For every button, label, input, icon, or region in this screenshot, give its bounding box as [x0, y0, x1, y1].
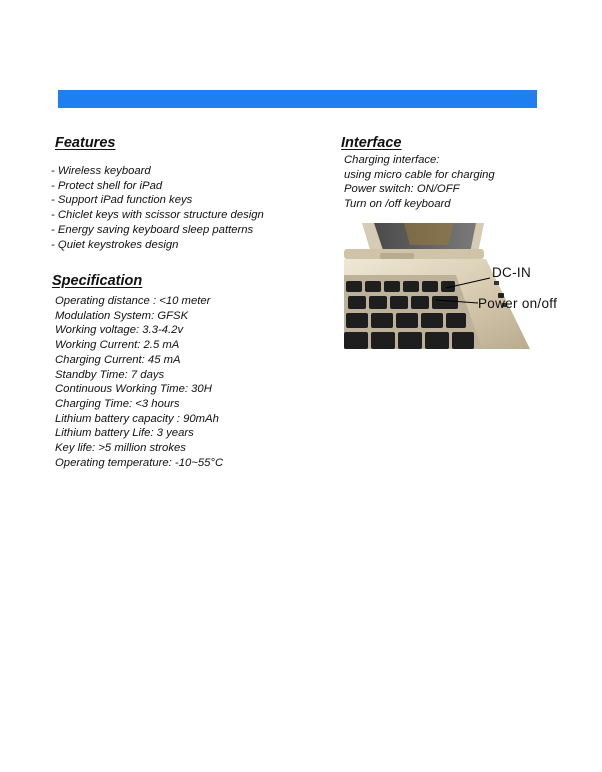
power-callout: Power on/off	[478, 296, 558, 311]
spec-item: Modulation System: GFSK	[55, 309, 189, 322]
spec-item: Operating temperature: -10~55°C	[55, 456, 224, 469]
specification-heading: Specification	[52, 273, 143, 289]
spec-item: Lithium battery Life: 3 years	[55, 427, 194, 440]
feature-item: - Energy saving keyboard sleep patterns	[51, 223, 254, 236]
feature-item: - Wireless keyboard	[51, 165, 151, 177]
specification-list	[55, 294, 223, 470]
spec-item: Standby Time: 7 days	[55, 368, 165, 381]
feature-item: - Chiclet keys with scissor structure design	[51, 209, 264, 222]
interface-item: Power switch: ON/OFF	[344, 183, 460, 196]
spec-item: Charging Current: 45 mA	[55, 353, 181, 366]
feature-item: - Support iPad function keys	[51, 194, 193, 207]
interface-heading: Interface	[341, 135, 402, 151]
spec-item: Working Current: 2.5 mA	[55, 339, 180, 352]
spec-item: Continuous Working Time: 30H	[55, 383, 212, 396]
interface-item: using micro cable for charging	[344, 168, 495, 181]
interface-item: Turn on /off keyboard	[344, 198, 451, 211]
top-banner	[58, 90, 537, 108]
features-heading: Features	[55, 135, 116, 151]
dc-in-callout: DC-IN	[492, 265, 531, 280]
feature-item: - Quiet keystrokes design	[51, 238, 179, 251]
spec-item: Working voltage: 3.3-4.2v	[55, 324, 184, 337]
features-list	[51, 164, 264, 252]
spec-item: Charging Time: <3 hours	[55, 397, 180, 410]
interface-item: Charging interface:	[344, 154, 440, 166]
spec-item: Key life: >5 million strokes	[55, 442, 186, 455]
interface-list	[344, 153, 495, 212]
spec-item: Operating distance : <10 meter	[55, 295, 211, 307]
spec-item: Lithium battery capacity : 90mAh	[55, 412, 219, 425]
feature-item: - Protect shell for iPad	[51, 179, 163, 192]
